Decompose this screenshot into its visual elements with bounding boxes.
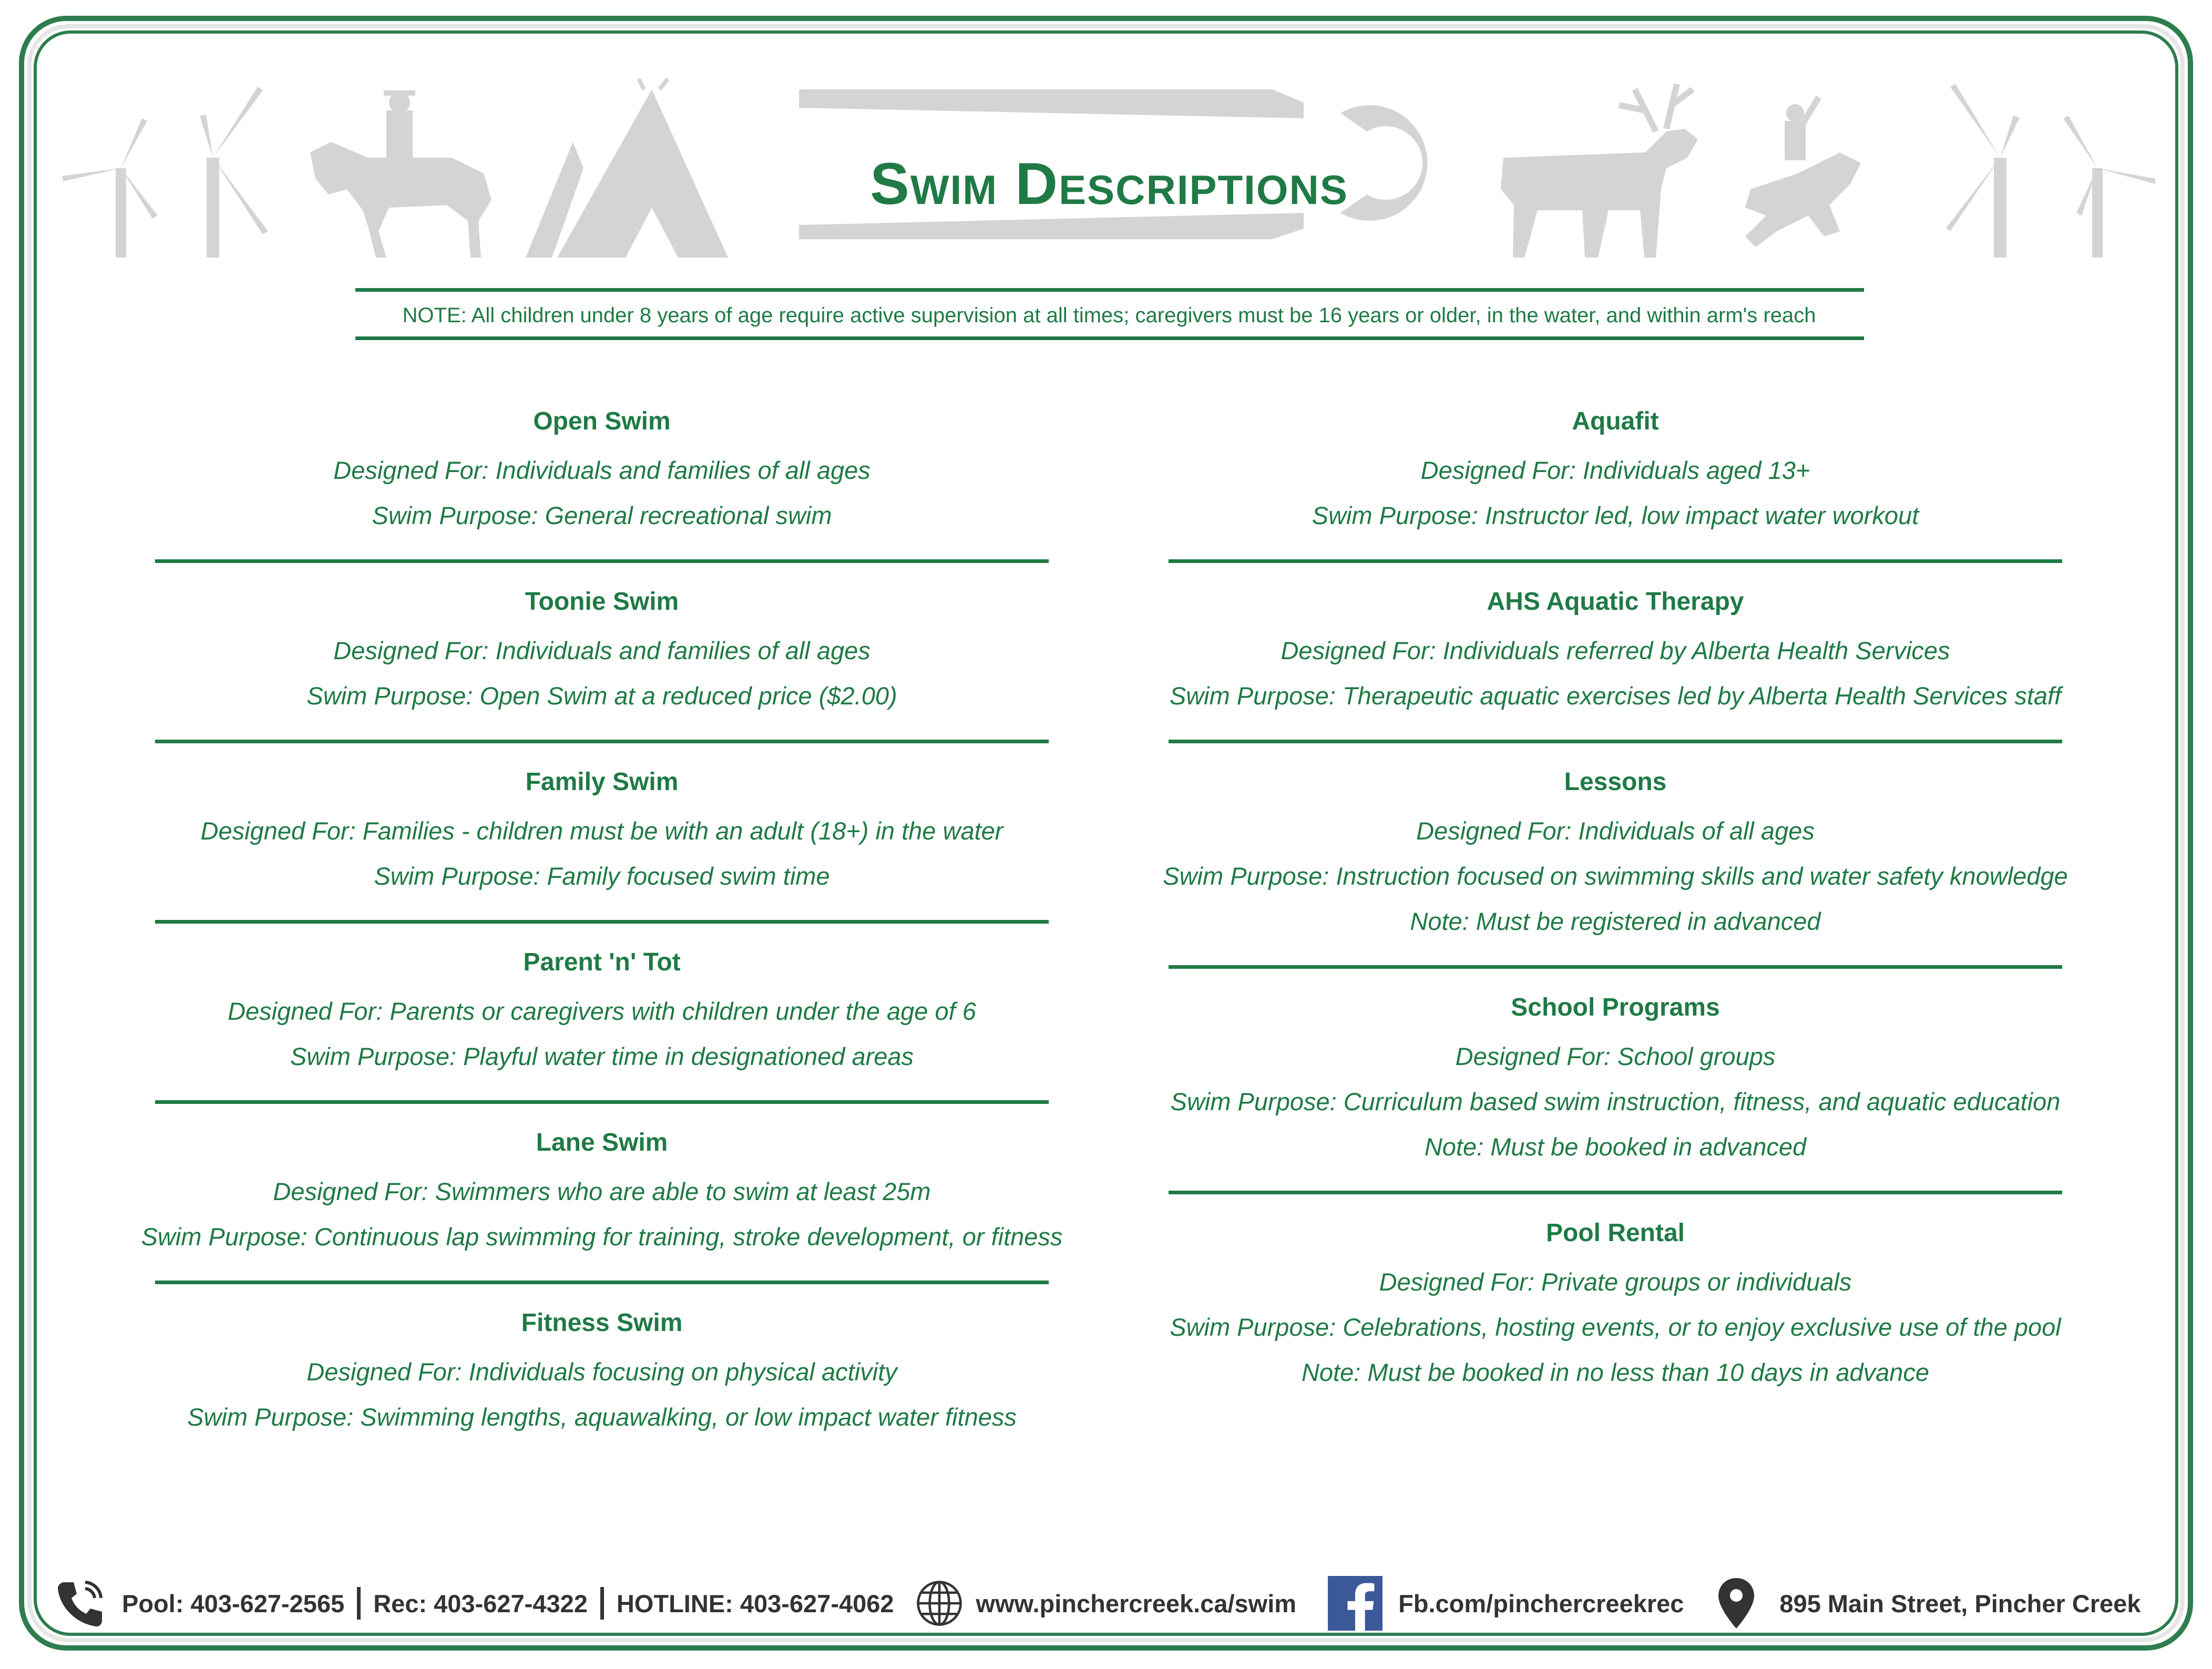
- swim-entry-detail: Swim Purpose: Open Swim at a reduced price ($2.00): [306, 682, 897, 710]
- swim-entry-detail: Designed For: Individuals referred by Alberta Health Services: [1281, 637, 1950, 664]
- elk-icon: [1501, 84, 1698, 258]
- swim-entry-detail: Swim Purpose: Celebrations, hosting events, or to enjoy exclusive use of the pool: [1170, 1313, 2061, 1341]
- swim-entry-detail: Designed For: Individuals and families of all ages: [333, 637, 871, 664]
- swim-entry-name: Family Swim: [525, 768, 679, 796]
- left-column: [139, 405, 1064, 1440]
- swim-entry-detail: Swim Purpose: Instruction focused on swimming skills and water safety knowledge: [1163, 862, 2068, 890]
- swim-entry-detail: Swim Purpose: Instructor led, low impact water workout: [1312, 501, 1919, 529]
- facebook-link[interactable]: Fb.com/pinchercreekrec: [1398, 1589, 1684, 1617]
- swim-entry: [139, 1126, 1064, 1260]
- swim-entry-name: Open Swim: [533, 407, 671, 435]
- swim-entry-detail: Designed For: Individuals and families of all ages: [333, 456, 871, 484]
- swim-entry-detail: Swim Purpose: Playful water time in designationed areas: [290, 1042, 914, 1070]
- silhouette-banner: [0, 0, 2212, 273]
- swim-entry-detail: Swim Purpose: Curriculum based swim instruction, fitness, and aquatic education: [1170, 1088, 2061, 1115]
- note-rule-bottom: [355, 336, 1864, 340]
- swim-entry: [1153, 405, 2078, 538]
- note-rule-top: [355, 288, 1864, 292]
- right-column: [1153, 405, 2078, 1395]
- swim-entry-detail: Designed For: Individuals focusing on physical activity: [306, 1358, 897, 1386]
- swim-entry: [1153, 765, 2078, 944]
- swim-entry-name: Parent 'n' Tot: [523, 948, 681, 976]
- divider: [600, 1587, 604, 1620]
- swim-entry-detail: Swim Purpose: Swimming lengths, aquawalking, or low impact water fitness: [187, 1403, 1017, 1431]
- swim-entry-name: Lessons: [1564, 768, 1667, 796]
- phone-icon: [54, 1577, 106, 1630]
- pool-phone[interactable]: Pool: 403-627-2565: [122, 1589, 345, 1617]
- swim-entry-detail: Swim Purpose: Therapeutic aquatic exercises led by Alberta Health Services staff: [1169, 682, 2062, 710]
- teepee-icon: [526, 79, 728, 258]
- section-divider: [1169, 1191, 2062, 1194]
- swim-entry-detail: Swim Purpose: General recreational swim: [372, 501, 832, 529]
- swim-entry-detail: Designed For: Individuals aged 13+: [1420, 456, 1810, 484]
- swim-entry: [139, 946, 1064, 1079]
- footer-contact-bar: [53, 1569, 2176, 1637]
- wind-turbine-icon: [200, 87, 268, 258]
- swim-entry-detail: Swim Purpose: Continuous lap swimming for training, stroke development, or fitness: [141, 1223, 1063, 1251]
- section-divider: [1169, 559, 2062, 563]
- swim-entry-detail: Note: Must be booked in no less than 10 days in advance: [1301, 1358, 1930, 1386]
- swim-entry: [139, 1306, 1064, 1440]
- swim-entry-name: Fitness Swim: [521, 1309, 683, 1337]
- swim-entry: [139, 405, 1064, 538]
- horse-rider-icon: [310, 90, 491, 258]
- swim-entry: [139, 765, 1064, 899]
- rec-phone[interactable]: Rec: 403-627-4322: [373, 1589, 588, 1617]
- wind-turbine-icon: [62, 118, 158, 258]
- location-pin-icon: [1717, 1577, 1755, 1630]
- swim-entry-detail: Designed For: Private groups or individuals: [1379, 1268, 1852, 1296]
- swim-entry: [1153, 585, 2078, 719]
- swim-entry-name: Pool Rental: [1545, 1219, 1685, 1247]
- swim-entry-name: Toonie Swim: [525, 588, 679, 616]
- swim-entry-detail: Designed For: Individuals of all ages: [1416, 817, 1815, 845]
- swim-entry-name: Lane Swim: [536, 1129, 668, 1156]
- section-divider: [155, 740, 1049, 743]
- swim-entry-detail: Designed For: Swimmers who are able to swim at least 25m: [273, 1177, 931, 1205]
- supervision-note: NOTE: All children under 8 years of age require active supervision at all times; caregivers must be 16 years or older, in the water, and within arm's reach: [402, 304, 1816, 327]
- section-divider: [1169, 740, 2062, 743]
- swim-entry-detail: Designed For: Families - children must be with an adult (18+) in the water: [200, 817, 1003, 845]
- address: 895 Main Street, Pincher Creek: [1779, 1589, 2141, 1617]
- section-divider: [155, 1100, 1049, 1104]
- swim-entry: [1153, 991, 2078, 1170]
- swim-entry-name: School Programs: [1511, 994, 1720, 1021]
- section-divider: [155, 1281, 1049, 1284]
- hotline-phone[interactable]: HOTLINE: 403-627-4062: [616, 1589, 894, 1617]
- divider: [357, 1587, 361, 1620]
- swim-entry-name: Aquafit: [1572, 407, 1659, 435]
- section-divider: [1169, 965, 2062, 969]
- swim-entry-detail: Designed For: Parents or caregivers with children under the age of 6: [228, 997, 976, 1025]
- swim-entry-name: AHS Aquatic Therapy: [1487, 588, 1744, 616]
- bronc-rider-icon: [1745, 97, 1861, 247]
- swim-entry-detail: Note: Must be booked in advanced: [1424, 1133, 1807, 1161]
- section-divider: [155, 559, 1049, 563]
- swim-entry: [139, 585, 1064, 719]
- wind-turbine-icon: [2063, 116, 2155, 258]
- page-title: Swim Descriptions: [870, 151, 1348, 217]
- swim-entry: [1153, 1216, 2078, 1395]
- swim-entry-detail: Swim Purpose: Family focused swim time: [374, 862, 830, 890]
- globe-icon: [915, 1579, 964, 1627]
- website-link[interactable]: www.pinchercreek.ca/swim: [976, 1589, 1297, 1617]
- section-divider: [155, 920, 1049, 924]
- swim-entry-detail: Designed For: School groups: [1455, 1042, 1776, 1070]
- facebook-icon: [1328, 1576, 1382, 1631]
- swim-entry-detail: Note: Must be registered in advanced: [1410, 907, 1821, 935]
- wind-turbine-icon: [1946, 84, 2020, 258]
